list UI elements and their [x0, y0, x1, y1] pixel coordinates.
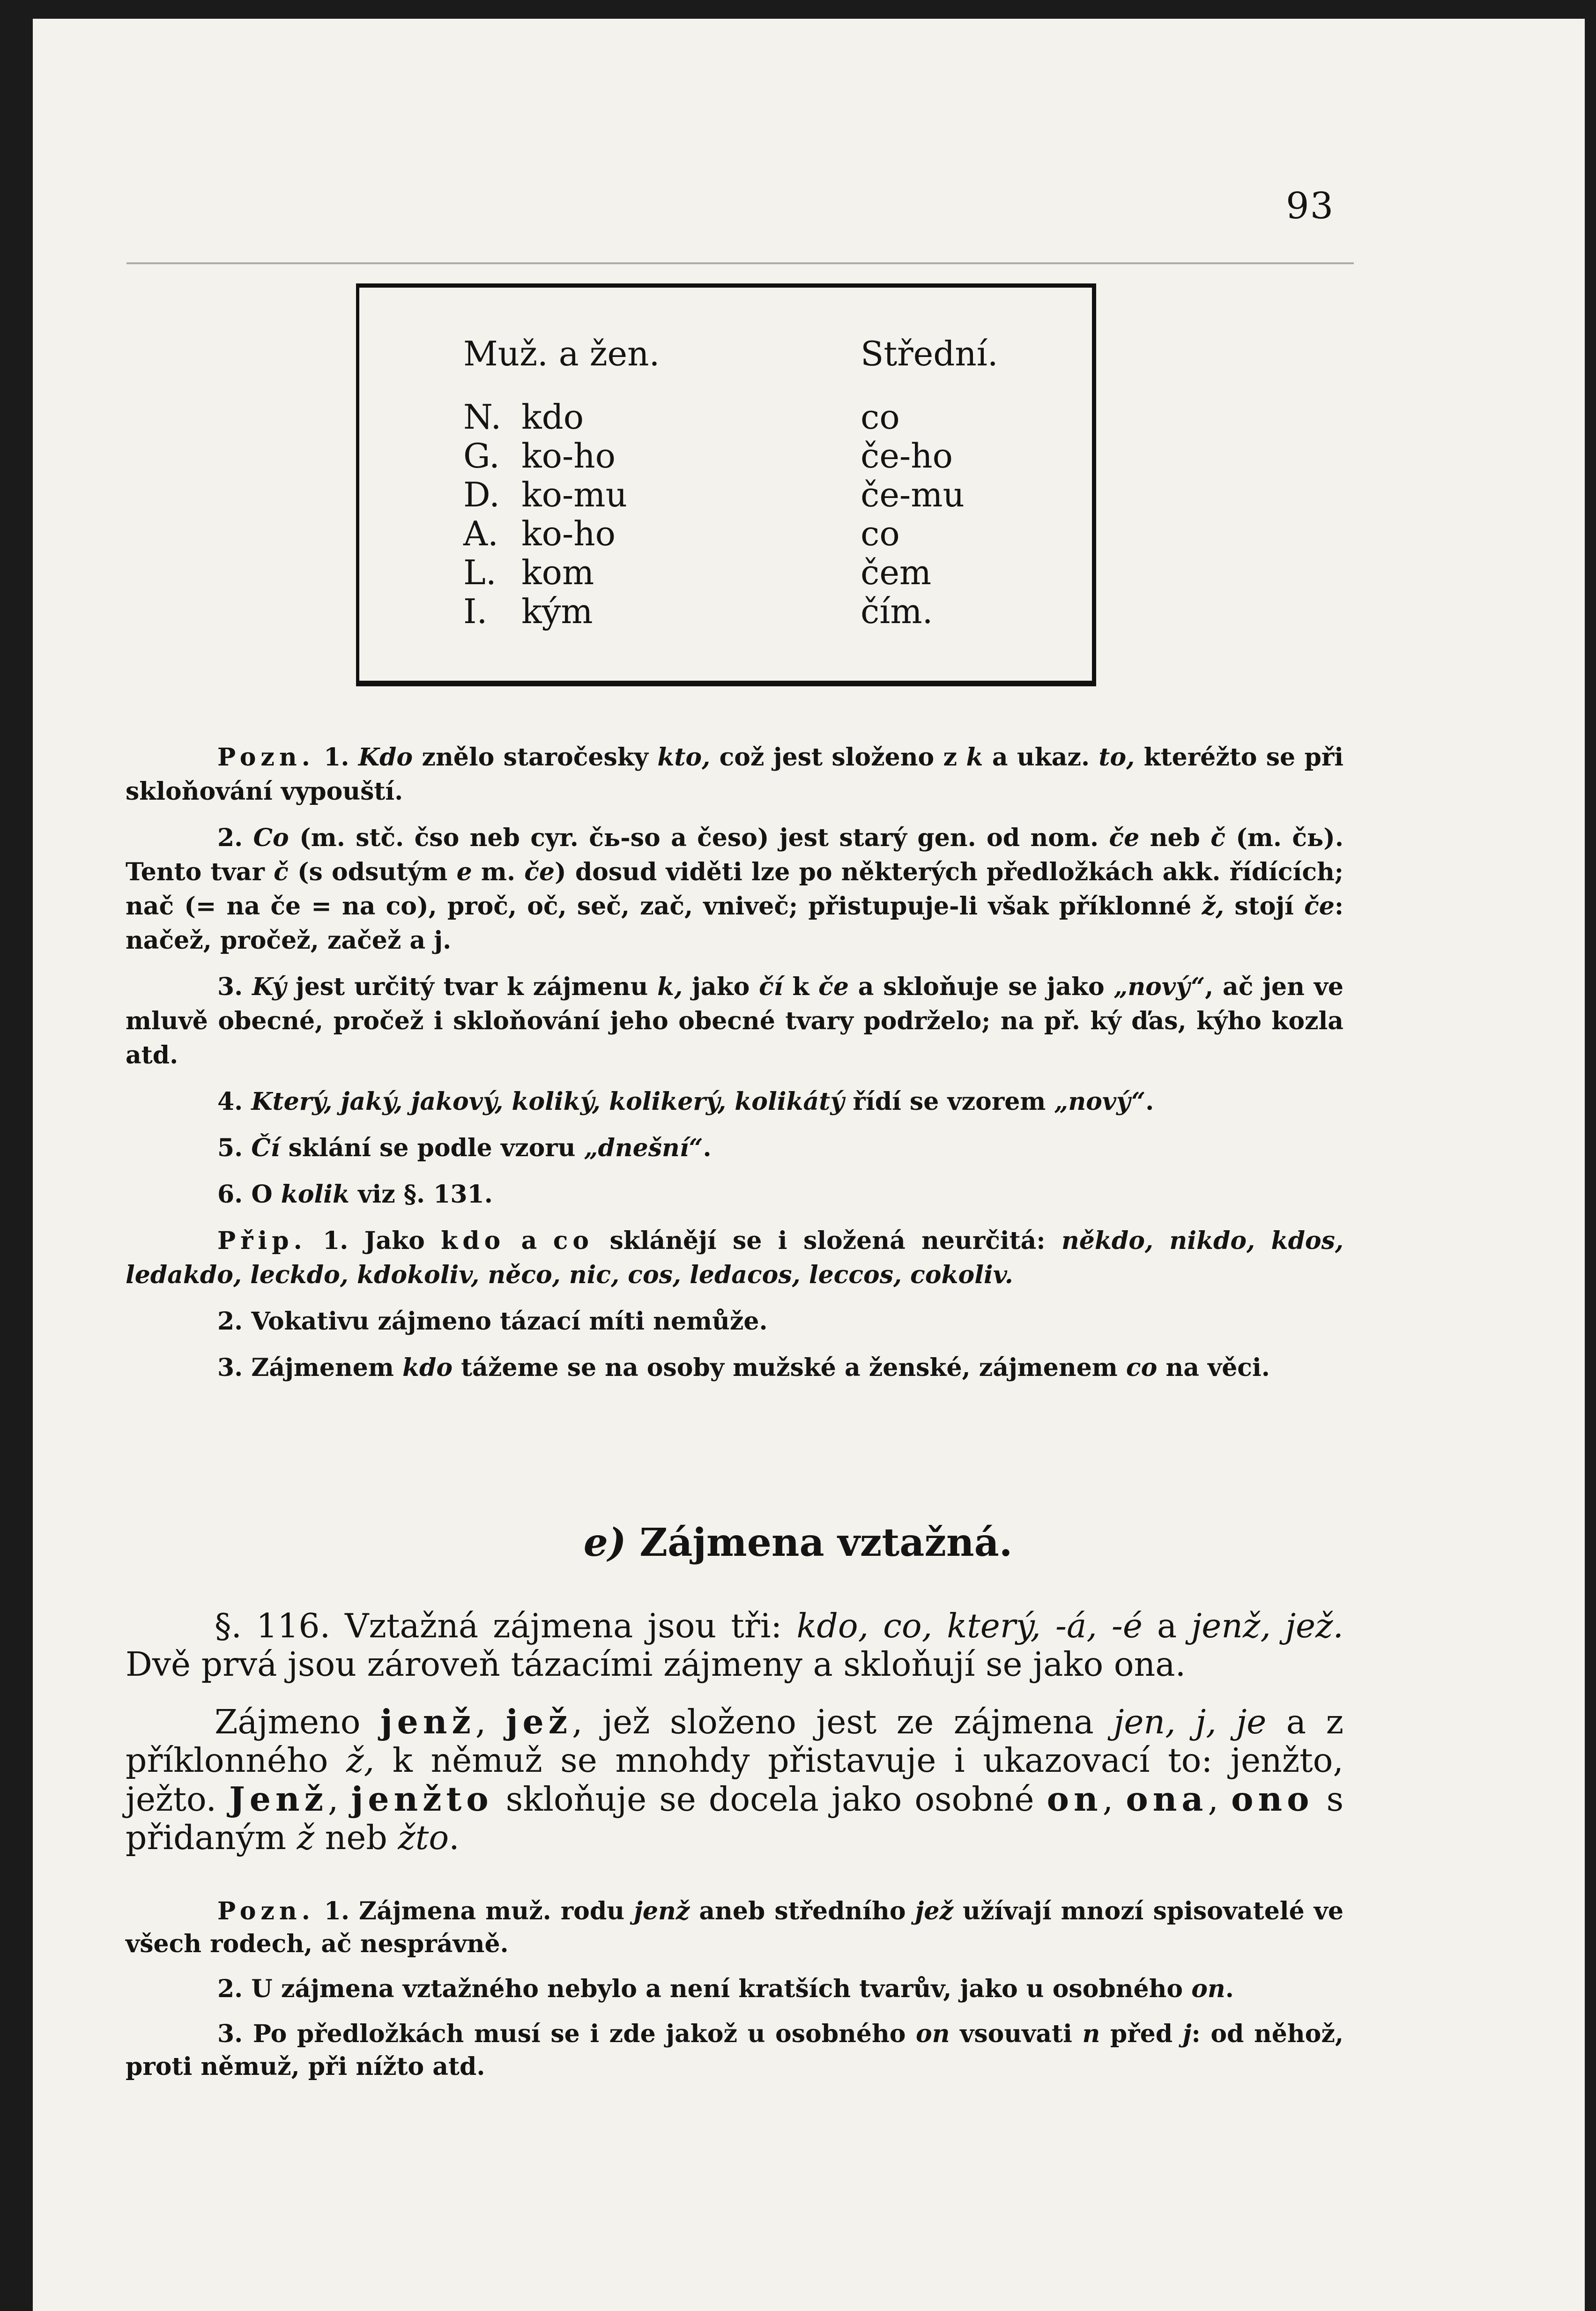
page-number: 93	[1286, 185, 1335, 227]
table-row	[463, 514, 660, 553]
remark-2-1: Pozn. 1. Zájmena muž. rodu jenž aneb středního jež užívají mnozí spisovatelé ve všech rodech, ač nesprávně.	[126, 1897, 1344, 1958]
masc-form: kom	[521, 553, 594, 592]
case-label: G.	[463, 436, 500, 476]
masc-fem-header: Muž. a žen.	[463, 334, 660, 373]
neuter-column	[861, 334, 998, 631]
addendum-3: 3. Zájmenem kdo tážeme se na osoby mužské a ženské, zájmenem co na věci.	[217, 1353, 1270, 1382]
paragraph-116: §. 116. Vztažná zájmena jsou tři: kdo, co, který, -á, -é a jenž, jež. Dvě prvá jsou zároveň tázacími zájmeny a skloňují se jako ona.	[126, 1606, 1344, 1684]
remarks-block	[126, 740, 1344, 1397]
table-row	[463, 553, 660, 592]
neuter-form: če-mu	[861, 475, 965, 514]
masc-form: ko-mu	[521, 475, 627, 514]
remark-2-3: 3. Po předložkách musí se i zde jakož u osobného on vsouvati n před j: od něhož, proti němuž, při nížto atd.	[126, 2020, 1344, 2081]
remark-2: 2. Co (m. stč. čso neb cyr. čь-so a česo) jest starý gen. od nom. če neb č (m. čь). Tento tvar č (s odsutým e m. če) dosud viděti lze po některých předložkách akk. řídících; nač (= na če = na co), proč, oč, seč, zač, vniveč; přistupuje-li však příklonné ž, stojí če: načež, pročež, začež a j.	[126, 824, 1344, 955]
masc-form: kdo	[521, 397, 584, 437]
masc-form: ko-ho	[521, 436, 616, 476]
table-row	[463, 592, 660, 631]
case-label: L.	[463, 553, 497, 592]
neuter-form: čem	[861, 553, 932, 592]
remarks-block-2	[126, 1895, 1344, 2096]
paragraph-jenz: Zájmeno jenž, jež, jež složeno jest ze zájmena jen, j, je a z příklonného ž, k němuž se mnohdy přistavuje i ukazovací to: jenžto, ježto. Jenž, jenžto skloňuje se docela jako osobné on, ona, ono s přidaným ž neb žto.	[126, 1702, 1344, 1857]
case-label: A.	[463, 514, 498, 553]
masc-fem-column	[463, 334, 660, 631]
addendum-1: Přip. 1. Jako kdo a co sklánějí se i složená neurčitá: někdo, nikdo, kdos, ledakdo, leckdo, kdokoliv, něco, nic, cos, ledacos, leccos, cokoliv.	[126, 1226, 1344, 1289]
remark-6: 6. O kolik viz §. 131.	[217, 1180, 493, 1209]
masc-form: ko-ho	[521, 514, 616, 553]
remark-4: 4. Který, jaký, jakový, koliký, kolikerý, kolikátý řídí se vzorem „nový“.	[217, 1087, 1154, 1116]
neuter-form: čím.	[861, 592, 933, 631]
neuter-form: če-ho	[861, 436, 953, 476]
scan-edge-left	[0, 0, 33, 2311]
case-label: N.	[463, 397, 502, 437]
table-row	[463, 398, 660, 437]
masc-form: kým	[521, 592, 593, 631]
addendum-2: 2. Vokativu zájmeno tázací míti nemůže.	[217, 1307, 768, 1336]
scan-edge-right	[1585, 0, 1596, 2311]
scan-edge-top	[0, 0, 1596, 19]
remark-3: 3. Ký jest určitý tvar k zájmenu k, jako čí k če a skloňuje se jako „nový“, ač jen ve mluvě obecné, pročež i skloňování jeho obecné tvary podrželo; na př. ký ďas, kýho kozla atd.	[126, 973, 1344, 1070]
table-row	[463, 437, 660, 476]
header-rule	[126, 262, 1354, 264]
case-label: I.	[463, 592, 488, 631]
remark-2-2: 2. U zájmena vztažného nebylo a není kratších tvarův, jako u osobného on.	[217, 1975, 1234, 2003]
case-label: D.	[463, 475, 500, 514]
neuter-form: co	[861, 514, 900, 553]
main-text	[126, 1607, 1344, 1876]
section-heading: e) Zájmena vztažná.	[583, 1520, 1013, 1565]
declension-table	[356, 283, 1096, 686]
table-row	[463, 476, 660, 514]
neuter-form: co	[861, 397, 900, 437]
remark-1: Pozn. 1. Kdo znělo staročesky kto, což jest složeno z k a ukaz. to, kteréžto se při skloňování vypouští.	[126, 743, 1344, 806]
remark-5: 5. Čí sklání se podle vzoru „dnešní“.	[217, 1134, 712, 1162]
neuter-header: Střední.	[861, 334, 998, 373]
